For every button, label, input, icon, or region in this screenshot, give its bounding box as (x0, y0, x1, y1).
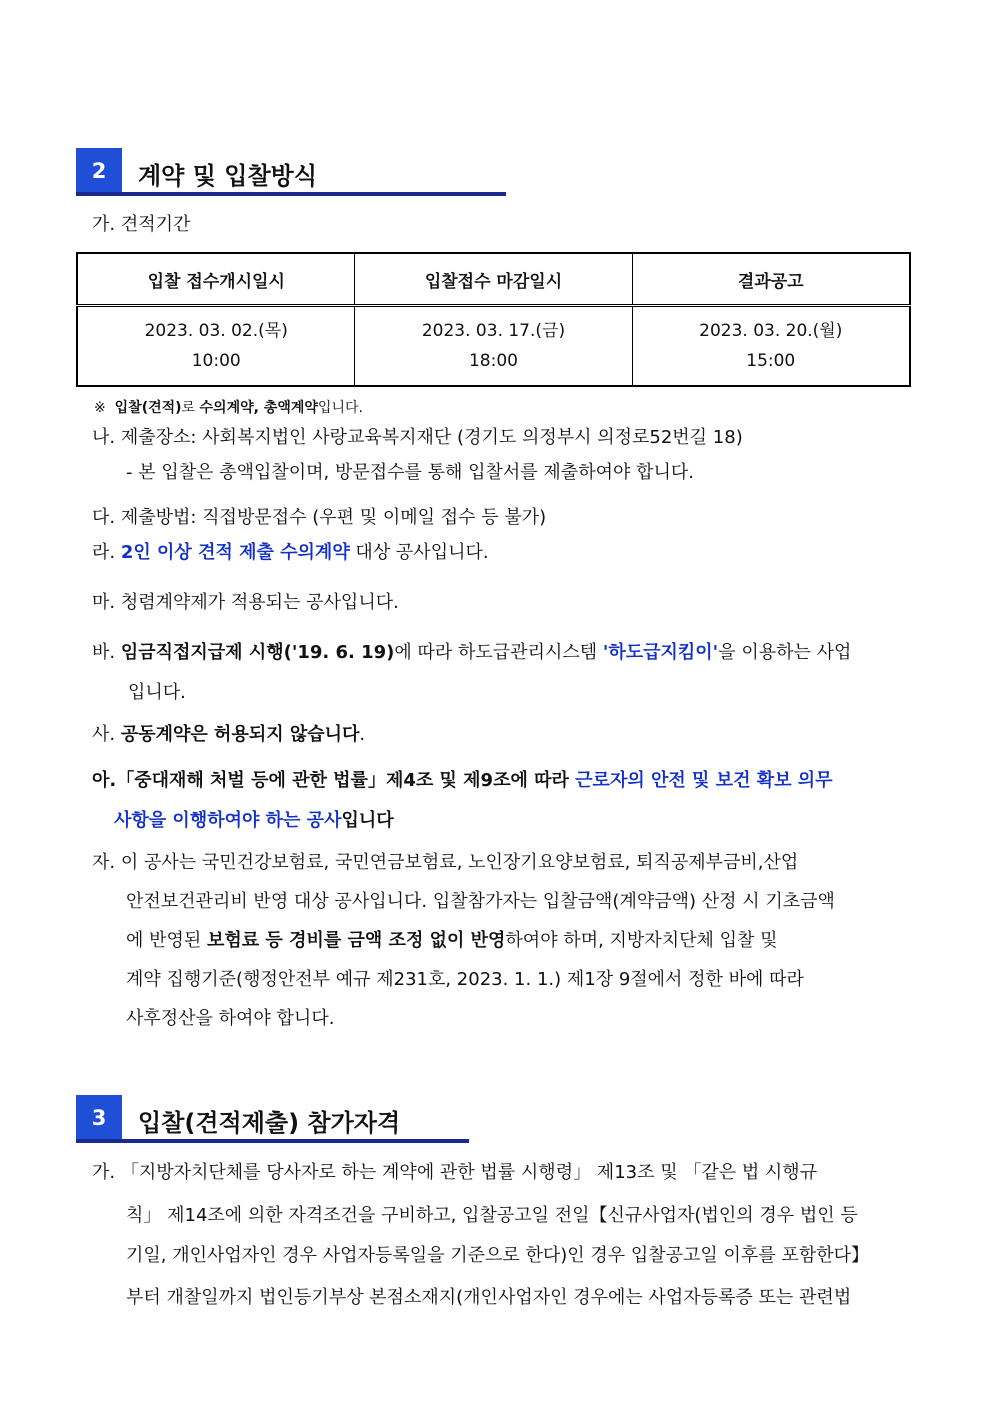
item-ja-line4: 계약 집행기준(행정안전부 예규 제231호, 2023. 1. 1.) 제1장 9절에서 정한 바에 따라 (126, 969, 804, 990)
item3-ga-line1: 가. 「지방자치단체를 당사자로 하는 계약에 관한 법률 시행령」 제13조 및 「같은 법 시행규 (92, 1162, 818, 1183)
section-number-badge: 2 (76, 148, 122, 194)
item-ba: 바. 임금직접지급제 시행('19. 6. 19)에 따라 하도급관리시스템 '하도급지킴이'을 이용하는 사업 (92, 642, 852, 663)
schedule-table (76, 252, 911, 387)
item-na: 나. 제출장소: 사회복지법인 사랑교육복지재단 (경기도 의정부시 의정로52번길 18) (92, 427, 743, 448)
header-result-notice: 결과공고 (632, 253, 910, 306)
table-header-row (77, 253, 910, 306)
table-row (77, 306, 910, 387)
item-ba-cont: 입니다. (128, 682, 186, 703)
table-cell: 2023. 03. 02.(목) 10:00 (144, 321, 288, 371)
header-open-datetime: 입찰 접수개시일시 (77, 253, 355, 306)
item-na-sub: - 본 입찰은 총액입찰이며, 방문접수를 통해 입찰서를 제출하여야 합니다. (126, 462, 694, 483)
item3-ga-line3: 기일, 개인사업자인 경우 사업자등록일을 기준으로 한다)인 경우 입찰공고일 이후를 포함한다】 (126, 1245, 869, 1266)
item-da: 다. 제출방법: 직접방문접수 (우편 및 이메일 접수 등 불가) (92, 507, 547, 528)
header-close-datetime: 입찰접수 마감일시 (355, 253, 632, 306)
item-ga-label: 가. 견적기간 (92, 214, 191, 235)
item3-ga-line2: 칙」 제14조에 의한 자격조건을 구비하고, 입찰공고일 전일【신규사업자(법인의 경우 법인 등 (126, 1205, 858, 1226)
item-ja-line5: 사후정산을 하여야 합니다. (126, 1008, 335, 1029)
section-title: 계약 및 입찰방식 (138, 162, 317, 190)
item-sa: 사. 공동계약은 허용되지 않습니다. (92, 724, 366, 745)
item3-ga-line4: 부터 개찰일까지 법인등기부상 본점소재지(개인사업자인 경우에는 사업자등록증 또는 관련법 (126, 1287, 852, 1308)
item-ja-line2: 안전보건관리비 반영 대상 공사입니다. 입찰참가자는 입찰금액(계약금액) 산정 시 기초금액 (126, 891, 835, 912)
section-2-header (76, 148, 506, 194)
item-ra: 라. 2인 이상 견적 제출 수의계약 대상 공사입니다. (92, 542, 489, 563)
table-cell: 2023. 03. 20.(월) 15:00 (632, 306, 910, 387)
item-ma: 마. 청렴계약제가 적용되는 공사입니다. (92, 592, 399, 613)
item-a: 아.「중대재해 처벌 등에 관한 법률」제4조 및 제9조에 따라 근로자의 안전 및 보건 확보 의무 (92, 770, 833, 791)
section-title: 입찰(견적제출) 참가자격 (138, 1109, 401, 1137)
item-ja-line1: 자. 이 공사는 국민건강보험료, 국민연금보험료, 노인장기요양보험료, 퇴직공제부금비,산업 (92, 852, 799, 873)
item-ja-line3: 에 반영된 보험료 등 경비를 금액 조정 없이 반영하여야 하며, 지방자치단체 입찰 및 (126, 930, 778, 951)
section-3-header (76, 1095, 469, 1141)
item-a-cont: 사항을 이행하여야 하는 공사입니다 (114, 810, 394, 831)
section-number-badge: 3 (76, 1095, 122, 1141)
section-underline (76, 1139, 469, 1143)
note-line: ※ 입찰(견적)로 수의계약, 총액계약입니다. (94, 400, 363, 416)
section-underline (76, 192, 506, 196)
table-cell: 2023. 03. 17.(금) 18:00 (355, 306, 632, 387)
